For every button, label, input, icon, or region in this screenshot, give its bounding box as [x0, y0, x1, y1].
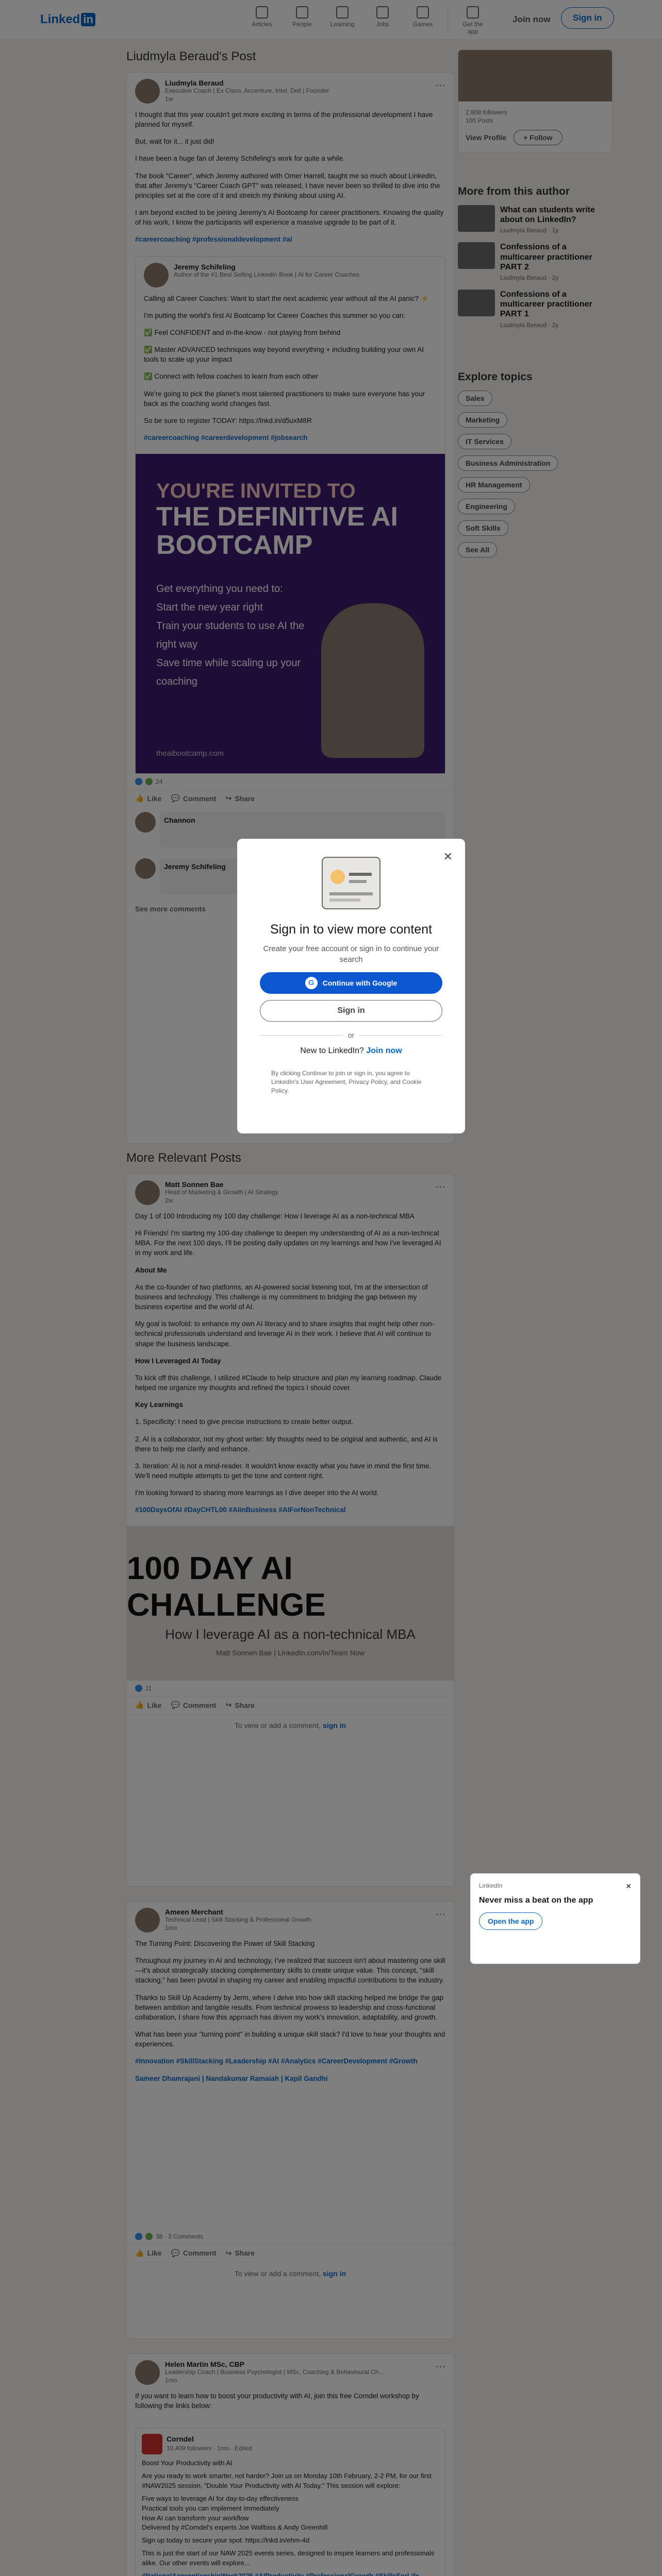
sign-in-modal — [237, 839, 465, 1133]
modal-subtitle: Create your free account or sign in to continue your search — [263, 944, 439, 964]
or-divider: or — [260, 1031, 442, 1039]
modal-sign-in-button[interactable]: Sign in — [260, 1000, 442, 1022]
close-icon[interactable]: ✕ — [443, 850, 453, 863]
join-now-link[interactable]: Join now — [366, 1046, 402, 1055]
modal-title: Sign in to view more content — [270, 922, 433, 937]
continue-google-button[interactable]: G Continue with Google — [260, 972, 442, 994]
join-prompt: New to LinkedIn? Join now — [300, 1046, 402, 1055]
close-icon[interactable]: ✕ — [625, 1882, 632, 1890]
illustration — [317, 852, 385, 914]
legal-text: By clicking Continue to join or sign in, you agree to LinkedIn's User Agreement, Privacy Policy, and Cookie Policy. — [271, 1070, 422, 1094]
google-icon: G — [305, 977, 318, 989]
app-promo-toast: LinkedIn ✕ Never miss a beat on the app Open the app — [470, 1873, 640, 1964]
open-app-button[interactable]: Open the app — [479, 1912, 542, 1930]
